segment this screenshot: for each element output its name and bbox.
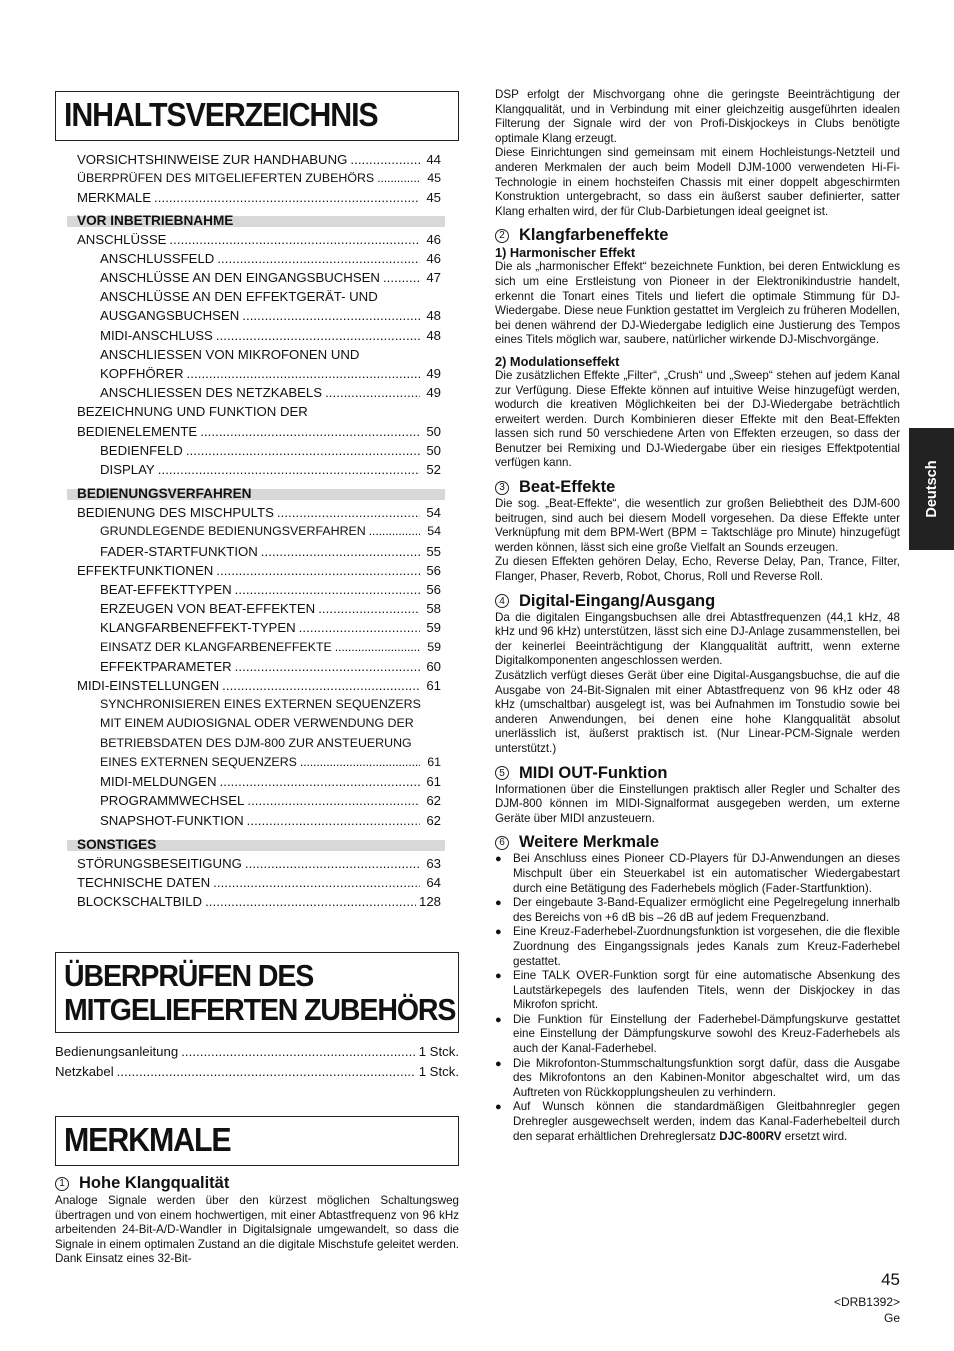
features-title-box: [55, 1116, 459, 1166]
toc-entry-title: STÖRUNGSBESEITIGUNG: [77, 855, 242, 871]
bullet-text: Bei Anschluss eines Pioneer CD-Players für DJ-Anwendungen an dieses Mischpult über ein Steuerkabel ist ein automatischer Wiedergabestart durch eine Betätigung des Faderhebels möglich (Fader-Startfunktion).: [513, 852, 900, 895]
toc-entry-title: BETRIEBSDATEN DES DJM-800 ZUR ANSTEUERUNG: [100, 735, 412, 750]
toc-entry-title: EINSATZ DER KLANGFARBENEFFEKTE: [100, 639, 332, 654]
toc-leader-dots: [216, 561, 420, 580]
toc-leader-dots: [247, 811, 420, 830]
toc-entry: [77, 561, 441, 580]
toc-leader-dots: [217, 249, 420, 268]
toc-entry-title: BEDIENUNG DES MISCHPULTS: [77, 505, 274, 521]
toc-entry: [77, 287, 441, 306]
toc-entry: [77, 892, 441, 911]
toc-title: INHALTSVERZEICHNIS: [64, 96, 378, 133]
toc-entry: [77, 791, 441, 810]
toc-leader-dots: [325, 383, 420, 402]
toc-entry-page: 46: [426, 231, 441, 247]
toc-entry-title: KOPFHÖRER: [100, 366, 184, 382]
toc-entry: [77, 249, 441, 268]
toc-entry-title: PROGRAMMWECHSEL: [100, 793, 245, 809]
feature-5-text: Informationen über die Einstellungen praktisch aller Regler und Schalter des DJM-800 können im MIDI-Signalformat ausgegeben werden, um externe Geräte über MIDI anzusteuern.: [495, 782, 900, 825]
feature-2-sub2-heading: 2) Modulationseffekt: [495, 353, 620, 369]
toc-entry-page: 44: [426, 152, 441, 167]
toc-entry: [77, 306, 441, 325]
feature-2-sub1-heading: 1) Harmonischer Effekt: [495, 245, 636, 261]
toc-leader-dots: [277, 503, 420, 522]
toc-entry-title: BEZEICHNUNG UND FUNKTION DER: [77, 404, 308, 420]
bullet-icon: ●: [495, 853, 502, 866]
feature-2-heading: 2 Klangfarbeneffekte: [495, 226, 900, 245]
toc-entry-title: SNAPSHOT-FUNKTION: [100, 812, 244, 828]
toc-entry-page: 46: [426, 250, 441, 266]
bullet-text: Der eingebaute 3-Band-Equalizer ermöglicht eine Pegelregelung innerhalb des Bereichs von +6 dB bis –26 dB auf jedem Frequenzband.: [513, 896, 900, 924]
bullet-icon: ●: [495, 1101, 502, 1114]
accessory-item: Netzkabel . . . 1 Stck.: [55, 1062, 459, 1082]
toc-entry-title: ANSCHLÜSSE AN DEN EINGANGSBUCHSEN: [100, 270, 380, 286]
toc-entry-title: BEDIENFELD: [100, 442, 183, 458]
toc-entry: [77, 503, 441, 522]
toc-entry-title: ANSCHLÜSSE: [77, 231, 167, 247]
toc-leader-dots: [222, 676, 420, 695]
toc-entry-title: EINES EXTERNEN SEQUENZERS: [100, 754, 297, 769]
toc-entry-title: BEDIENELEMENTE: [77, 423, 198, 439]
feature-3-text: Die sog. „Beat-Effekte“, die wesentlich zur großen Beliebtheit des DJM-600 beitrugen, sind auch bei diesem Modell vorgesehen. Da diese Effekte unter Verknüpfung mit dem BPM-Wert (BPM = Taktschläge pro Minute) hinzugefügt werden können, lässt sich eine große Vielfalt an Sounds erzeugen.: [495, 497, 900, 554]
feature-1-heading: 1 Hohe Klangqualität: [55, 1174, 459, 1193]
feature-3-text-2: Zu diesen Effekten gehören Delay, Echo, Reverse Delay, Pan, Trance, Filter, Flanger, Phaser, Reverb, Robot, Chorus, Roll und Reverse Roll.: [495, 555, 900, 584]
accessories-title-line1: ÜBERPRÜFEN DES: [64, 958, 314, 993]
toc-entry: [77, 150, 441, 169]
toc-leader-dots: [158, 460, 420, 479]
toc-leader-dots: [213, 873, 420, 892]
feature-number: 2: [495, 229, 509, 243]
accessories-title-box: [55, 952, 459, 1033]
toc-entry: [77, 854, 441, 873]
toc-entry: [77, 441, 441, 460]
toc-leader-dots: [335, 638, 420, 657]
toc-entry: [77, 599, 441, 618]
toc-entry-page: 48: [426, 327, 441, 343]
bullet-text: Eine Kreuz-Faderhebel-Zuordnungsfunktion ist vorgesehen, die die flexible Zuordnung des Eingangssignals jedes Kanals zum Kreuz-Faderhebel gestattet.: [513, 925, 900, 968]
toc-entry: [77, 753, 441, 772]
feature-6-bullet: [495, 1013, 900, 1057]
toc-sections: [77, 212, 441, 912]
toc-entry-title: ERZEUGEN VON BEAT-EFFEKTEN: [100, 601, 316, 617]
toc-leader-dots: [299, 618, 420, 637]
toc-entry-title: MIDI-MELDUNGEN: [100, 774, 217, 790]
toc-leader-dots: [154, 188, 420, 207]
toc-entry-title: EFFEKTPARAMETER: [100, 658, 232, 674]
bullet-text: Eine TALK OVER-Funktion sorgt für eine automatische Absenkung des Lautstärkepegels des laufenden Titels, wenn der Diskjockey in das Mikrofon spricht.: [513, 969, 900, 1012]
toc-entry-title: BLOCKSCHALTBILD: [77, 894, 203, 910]
toc-leader-dots: [187, 364, 420, 383]
toc-leader-dots: [350, 150, 420, 169]
toc-entry-title: AUSGANGSBUCHSEN: [100, 308, 240, 324]
toc-entry-title: MIT EINEM AUDIOSIGNAL ODER VERWENDUNG DER: [100, 716, 414, 731]
toc-entry-page: 47: [426, 270, 441, 286]
feature-1: [55, 1174, 459, 1267]
toc-entry-title: ANSCHLIESSEN DES NETZKABELS: [100, 385, 323, 401]
toc-leader-dots: [300, 753, 420, 772]
toc-entry: [77, 873, 441, 892]
feature-6-bullet: ● Auf Wunsch können die standardmäßigen Gleitbahnregler gegen Drehregler ausgewechselt werden, indem das Kanal-Faderhebelteil durch den separat erhältlichen Drehreglersatz DJC-800RV ersetzt wird.: [495, 1100, 900, 1143]
feature-number: 5: [495, 766, 509, 780]
toc-entry: [77, 460, 441, 479]
accessories-list: [55, 1042, 459, 1082]
feature-2-sub1-text: Die als „harmonischer Effekt“ bezeichnete Funktion, bei deren Entwicklung es sich um eine Erstleistung von Pioneer in der Elektronikindustrie handelt, erkennt die Tonart eines Titels und liefert die optimale Stimmung für DJ-Wiedergabe. Diese neue Funktion gestattet im Vergleich zu früheren Modellen, bei denen während der DJ-Wiedergabe lediglich eine Justierung des Tempos eines Titels möglich war, saubere, natürlicher wirkende DJ-Mischvorgänge.: [495, 260, 900, 347]
toc-entry: [77, 268, 441, 287]
toc-entry: [77, 772, 441, 791]
feature-6-bullet-list: [495, 852, 900, 1100]
toc-section-heading: BEDIENUNGSVERFAHREN: [67, 489, 445, 500]
toc-leader-dots: [186, 441, 420, 460]
toc-entry-page: 59: [426, 620, 441, 636]
bullet-text: Die Funktion für Einstellung der Faderhebel-Dämpfungskurve gestattet eine Einstellung der Dämpfungskurve sowohl des Kreuz-Faderhebels als auch der Kanal-Faderhebel.: [513, 1012, 900, 1056]
feature-number: 6: [495, 836, 509, 850]
toc-entry-page: 50: [426, 423, 441, 439]
toc-entry: [77, 364, 441, 383]
toc-leader-dots: [383, 268, 420, 287]
feature-1-text: Analoge Signale werden über den kürzest möglichen Schaltungsweg übertragen und von einem hochwertigen, mit einer Abtastfrequenz von 96 kHz arbeitenden 24-Bit-A/D-Wandler in Digitalsignale umgewandelt, so dass die Signale in einem optimalen Zustand an die digitale Mischstufe geleitet werden. Dank Einsatz eines 32-Bit-: [55, 1194, 459, 1266]
toc-entry: [77, 422, 441, 441]
feature-number: 3: [495, 481, 509, 495]
toc-entry: [77, 522, 441, 541]
toc-entry-page: 45: [426, 190, 441, 206]
toc-entry-page: 55: [426, 543, 441, 559]
toc-entry: [77, 169, 441, 188]
toc-entry: [77, 657, 441, 676]
toc-entry-page: 61: [427, 754, 441, 769]
toc-entry-title: TECHNISCHE DATEN: [77, 874, 211, 890]
toc-entry: [77, 188, 441, 207]
feature-4-text: Da die digitalen Eingangsbuchsen alle drei Abtastfrequenzen (44,1 kHz, 48 kHz und 96 kHz) unterstützen, lässt sich eine DJ-Anlage zusammenstellen, bei der keinerlei Beeinträchtigung der Klangqualität auftritt, wenn externe Digitalkomponenten angeschlossen werden.: [495, 610, 900, 668]
toc-entry-title: MIDI-EINSTELLUNGEN: [77, 678, 220, 694]
toc-entry: [77, 676, 441, 695]
language-tab: [909, 428, 954, 550]
toc-leader-dots: [216, 326, 420, 345]
toc-entry-title: SYNCHRONISIEREN EINES EXTERNEN SEQUENZERS: [100, 697, 421, 712]
toc-leader-dots: [377, 169, 420, 188]
toc-entry-title: DISPLAY: [100, 462, 155, 478]
toc-entry-page: 64: [426, 874, 441, 890]
feature-6-bullet: [495, 852, 900, 896]
toc-section-heading: SONSTIGES: [67, 840, 445, 851]
toc-entry-page: 58: [426, 601, 441, 617]
toc-entry: [77, 714, 441, 733]
right-column: [495, 88, 900, 1144]
toc-entry-page: 61: [426, 678, 441, 694]
toc-entry-page: 62: [426, 793, 441, 809]
toc-entry-page: 128: [418, 894, 441, 910]
toc-entry: [77, 580, 441, 599]
toc-section-heading: VOR INBETRIEBNAHME: [67, 216, 445, 227]
toc-entry-page: 52: [426, 462, 441, 478]
toc-entry-page: 61: [426, 774, 441, 790]
toc-leader-dots: [369, 522, 420, 541]
toc-leader-dots: [245, 854, 420, 873]
toc-entry-page: 49: [426, 366, 441, 382]
feature-4-text-2: Zusätzlich verfügt dieses Gerät über eine Digital-Ausgangsbuchse, die auf die Ausgabe von 24-Bit-Signalen mit einer Abtastfrequenz von 96 kHz oder 48 kHz (umschaltbar) ausgelegt ist, was bei Aufnahmen im Tonstudio sowie bei anderen Anwendungen, bei denen eine hohe Klangqualität absolut unerlässlich ist, äußerst praktisch ist. (Nur Linear-PCM-Signale werden unterstützt.): [495, 669, 900, 755]
product-code: DJC-800RV: [719, 1129, 782, 1143]
toc-entry-title: GRUNDLEGENDE BEDIENUNGSVERFAHREN: [100, 524, 366, 539]
toc-entry-page: 48: [426, 308, 441, 324]
toc-entry-page: 49: [426, 385, 441, 401]
feature-6-bullet: [495, 969, 900, 1013]
toc-entry-title: VORSICHTSHINWEISE ZUR HANDHABUNG: [77, 152, 348, 167]
bullet-icon: ●: [495, 1013, 502, 1026]
accessory-item: Bedienungsanleitung . . . 1 Stck.: [55, 1042, 459, 1062]
toc-leader-dots: [242, 306, 420, 325]
feature-3-heading: 3 Beat-Effekte: [495, 478, 900, 497]
feature-1-text-cont: DSP erfolgt der Mischvorgang ohne die geringste Beeinträchtigung der Klangqualität, und in Verbindung mit einer gleichzeitig ausgeführten idealen Filterung der Signale wird der von Profi-Diskjockeys in Clubs benötigte optimale Klang erzeugt.: [495, 88, 900, 145]
toc-leader-dots: [235, 657, 420, 676]
toc-entry-title: ANSCHLUSSFELD: [100, 250, 215, 266]
toc-title-box: [55, 91, 459, 141]
toc-entry-page: 62: [426, 812, 441, 828]
language-tab-label: Deutsch: [923, 460, 940, 518]
feature-6-bullet: [495, 925, 900, 969]
bullet-text: Die Mikrofonton-Stummschaltungsfunktion sorgt dafür, dass die Ausgabe des Mikrofontons an den Kabinen-Monitor abgeschaltet wird, um das Auftreten von Rückkopplungsheulen zu verhindern.: [513, 1056, 900, 1099]
feature-2-sub2-text: Die zusätzlichen Effekte „Filter“, „Crush“ und „Sweep“ stehen auf jedem Kanal zur Verfügung. Diese Effekte können auf intuitive Weise hinzugefügt werden, wodurch die kreativen Möglichkeiten bei der DJ-Wiedergabe beträchtlich erweitert werden. Durch Kombinieren dieser Effekte mit den Beat-Effekten lassen sich rund 50 verschiedene Arten von Effekten erzeugen, so dass der Benutzer bei Remixing und DJ-Wiedergabe über ein riesiges Effektpotential verfügen kann.: [495, 368, 900, 470]
toc-leader-dots: [261, 542, 420, 561]
accessories-title-line2: MITGELIEFERTEN ZUBEHÖRS: [64, 992, 456, 1027]
toc-entry: [77, 326, 441, 345]
toc-entry: [77, 638, 441, 657]
feature-6-bullet: [495, 1057, 900, 1101]
toc-entry-title: ÜBERPRÜFEN DES MITGELIEFERTEN ZUBEHÖRS: [77, 171, 375, 186]
toc-entry-page: 56: [426, 562, 441, 578]
toc-entry: [77, 618, 441, 637]
toc-entry-title: MIDI-ANSCHLUSS: [100, 327, 213, 343]
feature-1-text-cont-2: Diese Einrichtungen sind gemeinsam mit einem Hochleistungs-Netzteil und anderen Merkmalen der auch beim Modell DJM-1000 verwendeten Hi-Fi-Technologie in einem hochsteifen Chassis mit einer doppelt abgeschirmten Konstruktion untergebracht, so dass ein äußerst sauber definierter, satter Klang erhalten wird, der für Club-Darbietungen ideal geeignet ist.: [495, 146, 900, 218]
toc-entry: [77, 734, 441, 753]
bullet-icon: ●: [495, 926, 502, 939]
toc-leader-dots: [169, 230, 420, 249]
toc-entry-page: 54: [426, 505, 441, 521]
page-number: 45: [881, 1270, 900, 1289]
toc-top-entries: [77, 150, 441, 208]
toc-entry-title: BEAT-EFFEKTTYPEN: [100, 582, 232, 598]
toc-leader-dots: [200, 422, 420, 441]
toc-entry-page: 59: [427, 639, 441, 654]
language-code: Ge: [883, 1311, 900, 1325]
toc-entry-title: MERKMALE: [77, 190, 152, 206]
toc-entry-page: 50: [426, 442, 441, 458]
toc-entry-title: ANSCHLIESSEN VON MIKROFONEN UND: [100, 346, 360, 362]
toc-entry-title: EFFEKTFUNKTIONEN: [77, 562, 214, 578]
toc-entry-title: KLANGFARBENEFFEKT-TYPEN: [100, 620, 296, 636]
feature-6-heading: 6 Weitere Merkmale: [495, 833, 900, 852]
toc-entry: [77, 230, 441, 249]
toc-entry-page: 54: [427, 524, 441, 539]
table-of-contents: [77, 150, 441, 911]
toc-entry: [77, 345, 441, 364]
toc-entry: [77, 383, 441, 402]
toc-entry: [77, 811, 441, 830]
toc-entry-page: 63: [426, 855, 441, 871]
toc-leader-dots: [318, 599, 420, 618]
bullet-icon: ●: [495, 897, 502, 910]
toc-leader-dots: [220, 772, 421, 791]
toc-entry: [77, 402, 441, 421]
toc-entry-title: FADER-STARTFUNKTION: [100, 543, 258, 559]
toc-entry-page: 56: [426, 582, 441, 598]
toc-entry-page: 60: [426, 658, 441, 674]
feature-6-bullet: [495, 896, 900, 925]
toc-leader-dots: [247, 791, 420, 810]
toc-entry-page: 45: [427, 171, 441, 186]
doc-code: <DRB1392>: [833, 1295, 900, 1309]
feature-number: 1: [55, 1177, 69, 1191]
toc-entry-title: ANSCHLÜSSE AN DEN EFFEKTGERÄT- UND: [100, 289, 378, 305]
toc-leader-dots: [235, 580, 420, 599]
toc-leader-dots: [205, 892, 416, 911]
bullet-icon: ●: [495, 1057, 502, 1070]
toc-entry: [77, 695, 441, 714]
feature-5-heading: 5 MIDI OUT-Funktion: [495, 764, 900, 783]
feature-4-heading: 4 Digital-Eingang/Ausgang: [495, 592, 900, 611]
feature-number: 4: [495, 594, 509, 608]
toc-entry: [77, 542, 441, 561]
bullet-icon: ●: [495, 970, 502, 983]
features-title: MERKMALE: [64, 1121, 231, 1158]
